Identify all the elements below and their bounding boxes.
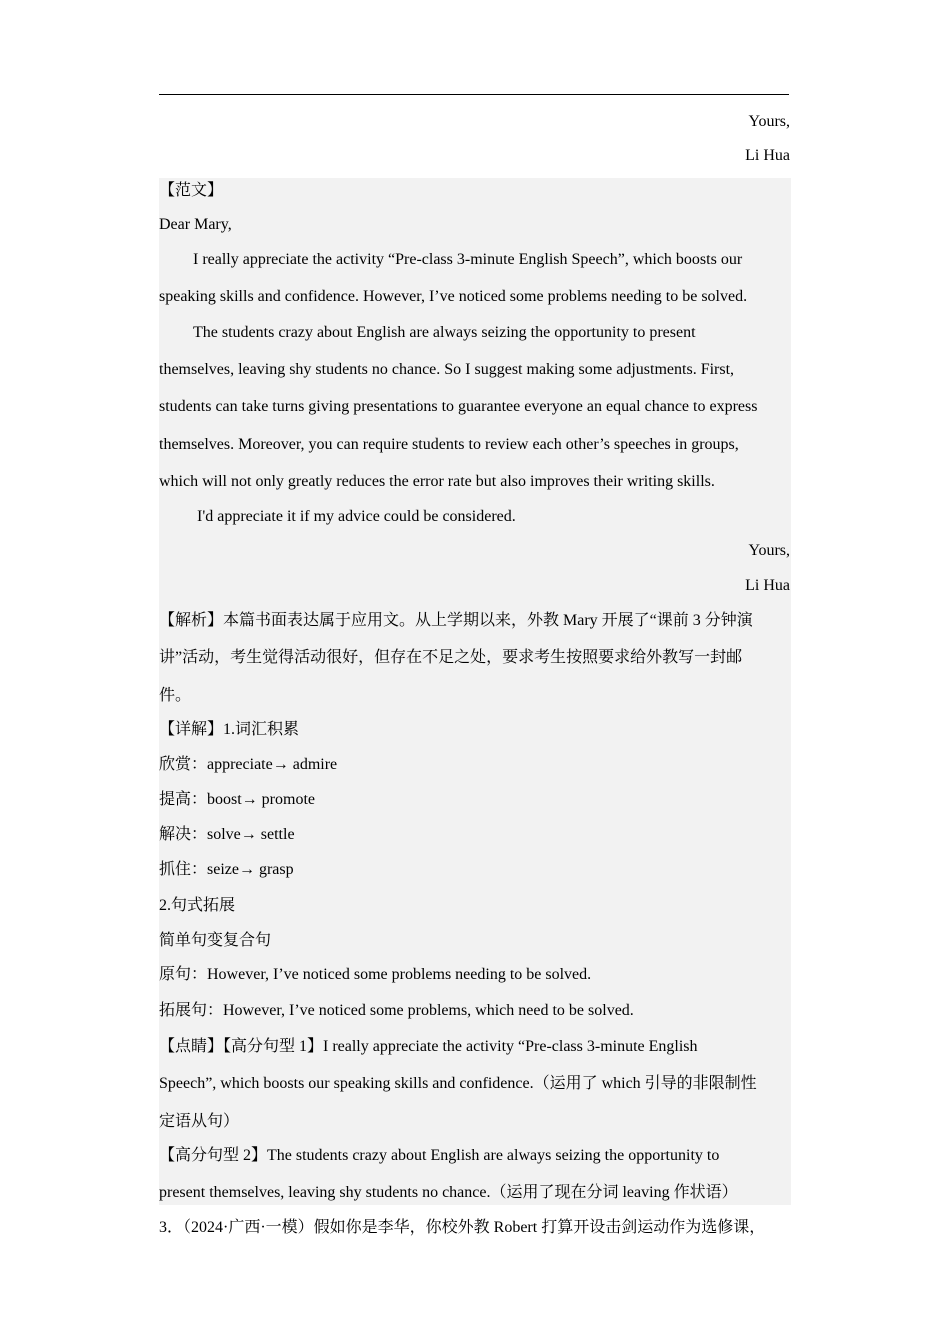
vocab-item: 提高：boost→ promote [159,791,315,808]
vocab-item: 抓住：seize→ grasp [159,861,294,878]
sample-paragraph-2-line-5: which will not only greatly reduces the error rate but also improves their writing skills. [159,473,715,490]
highlight-line-4: 【高分句型 2】The students crazy about English are always seizing the opportunity to [159,1147,720,1164]
sample-signature: Li Hua [745,577,790,594]
original-sentence: 原句：However, I’ve noticed some problems needing to be solved. [159,966,592,983]
sample-paragraph-2-line-2: themselves, leaving shy students no chance. So I suggest making some adjustments. First, [159,361,735,378]
sample-paragraph-3: I'd appreciate it if my advice could be considered. [197,508,516,525]
sample-paragraph-1-line-1: I really appreciate the activity “Pre-class 3-minute English Speech”, which boosts our [193,251,743,268]
detail-heading: 【详解】1.词汇积累 [159,721,300,738]
sample-greeting: Dear Mary, [159,216,232,233]
next-question: 3．（2024·广西·一模）假如你是李华，你校外教 Robert 打算开设击剑运动作为选修课， [159,1219,766,1236]
highlight-line-3: 定语从句） [159,1113,240,1130]
top-divider [159,94,789,95]
sample-label: 【范文】 [159,182,224,199]
sample-paragraph-2-line-4: themselves. Moreover, you can require students to review each other’s speeches in groups, [159,436,739,453]
expanded-sentence: 拓展句：However, I’ve noticed some problems, which need to be solved. [159,1002,634,1019]
highlight-line-2: Speech”, which boosts our speaking skills and confidence.（运用了 which 引导的非限制性 [159,1075,757,1092]
analysis-line-2: 讲”活动，考生觉得活动很好，但存在不足之处，要求考生按照要求给外教写一封邮 [159,649,743,666]
sample-paragraph-2-line-1: The students crazy about English are always seizing the opportunity to present [193,324,696,341]
analysis-line-3: 件。 [159,687,192,704]
vocab-item: 解决：solve→ settle [159,826,295,843]
letter-signature: Li Hua [745,147,790,164]
sample-closing: Yours, [748,542,790,559]
analysis-line-1: 【解析】本篇书面表达属于应用文。从上学期以来，外教 Mary 开展了“课前 3 分钟演 [159,612,753,629]
letter-closing: Yours, [748,113,790,130]
detail-subheading: 简单句变复合句 [159,932,272,949]
vocab-item: 欣赏：appreciate→ admire [159,756,338,773]
detail-section-2: 2.句式拓展 [159,897,236,914]
sample-paragraph-2-line-3: students can take turns giving presentations to guarantee everyone an equal chance to express [159,398,758,415]
sample-paragraph-1-line-2: speaking skills and confidence. However, I’ve noticed some problems needing to be solved. [159,288,748,305]
highlight-line-5: present themselves, leaving shy students no chance.（运用了现在分词 leaving 作状语） [159,1184,738,1201]
highlight-line-1: 【点睛】【高分句型 1】I really appreciate the activity “Pre-class 3-minute English [159,1038,698,1055]
